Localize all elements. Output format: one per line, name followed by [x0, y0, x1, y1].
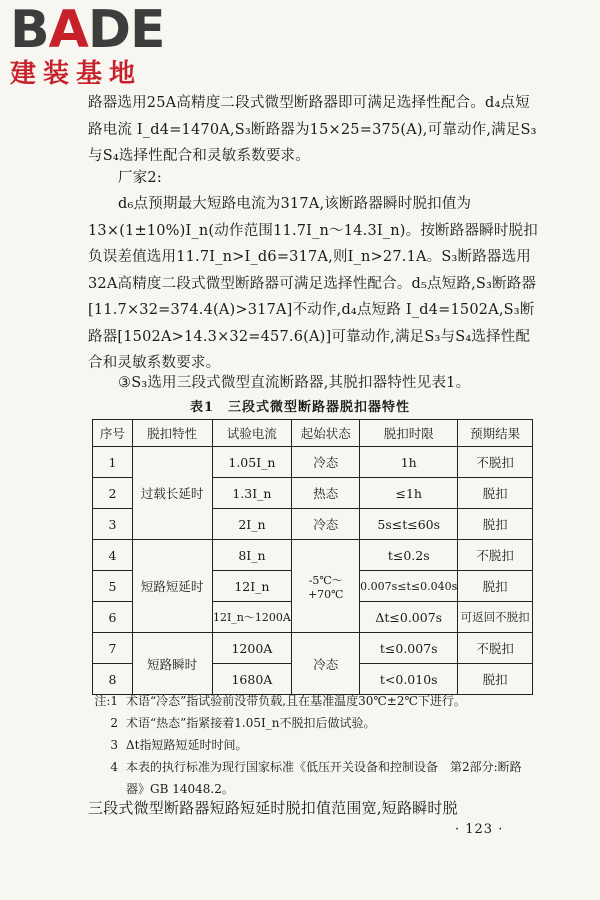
cell-time: 5s≤t≤60s	[360, 509, 458, 540]
cell-current: 1.05I_n	[212, 447, 292, 478]
note-item	[88, 734, 538, 756]
cell-no: 2	[93, 478, 133, 509]
table-row	[93, 540, 533, 571]
cell-result: 不脱扣	[458, 633, 533, 664]
table-caption: 表1 三段式微型断路器脱扣器特性	[189, 400, 411, 415]
note-label: 2	[110, 716, 118, 730]
cell-time: t≤0.2s	[360, 540, 458, 571]
logo-subtitle: 建装基地	[10, 59, 143, 89]
cell-current: 2I_n	[212, 509, 292, 540]
cell-no: 6	[93, 602, 133, 633]
cell-no: 8	[93, 664, 133, 695]
header-expected-result: 预期结果	[458, 420, 533, 447]
table-notes	[88, 690, 538, 800]
cell-state: 冷态	[292, 447, 360, 478]
trip-characteristics-table	[92, 419, 533, 695]
cell-group: 短路瞬时	[132, 633, 212, 695]
cell-time: t<0.010s	[360, 664, 458, 695]
cell-result: 脱扣	[458, 509, 533, 540]
note-item	[88, 712, 538, 734]
note-label: 4	[110, 760, 118, 774]
note-label: 3	[110, 738, 118, 752]
cell-no: 7	[93, 633, 133, 664]
cell-current: 1680A	[212, 664, 292, 695]
cell-state: -5℃～+70℃	[292, 540, 360, 633]
logo-wordmark: BADE	[10, 0, 165, 60]
paragraph-vendor-2: 厂家2:	[118, 170, 162, 186]
note-text: 术语“热态”指紧接着1.05I_n不脱扣后做试验。	[126, 716, 376, 730]
note-label: 注:1	[94, 694, 118, 708]
paragraph-1: 路器选用25A高精度二段式微型断路器即可满足选择性配合。d₄点短路电流 I_d4=1470A,S₃断路器为15×25=375(A),可靠动作,满足S₃与S₄选择性配合和灵敏系数要求。	[88, 95, 537, 164]
cell-result: 脱扣	[458, 571, 533, 602]
header-characteristic: 脱扣特性	[132, 420, 212, 447]
cell-current: 1200A	[212, 633, 292, 664]
cell-time: ≤1h	[360, 478, 458, 509]
cell-result: 脱扣	[458, 478, 533, 509]
header-initial-state: 起始状态	[292, 420, 360, 447]
table-header-row	[93, 420, 533, 447]
cell-result: 脱扣	[458, 664, 533, 695]
cell-current: 8I_n	[212, 540, 292, 571]
note-text: 术语“冷态”指试验前没带负载,且在基准温度30℃±2℃下进行。	[126, 694, 466, 708]
header-test-current: 试验电流	[212, 420, 292, 447]
cell-state: 热态	[292, 478, 360, 509]
cell-current: 12I_n～1200A	[212, 602, 292, 633]
cell-no: 4	[93, 540, 133, 571]
paragraph-3: d₆点预期最大短路电流为317A,该断路器瞬时脱扣值为13×(1±10%)I_n(动作范围11.7I_n～14.3I_n)。按断路器瞬时脱扣负误差值选用11.7I_n>I_d6=317A,则I_n>27.1A。S₃断路器选用32A高精度二段式微型断路器可满足选择性配合。d₅点短路,S₃断路器[11.7×32=374.4(A)>317A]不动作,d₄点短路 I_d4=1502A,S₃断路器[1502A>14.3×32=457.6(A)]可靠动作,满足S₃与S₄选择性配合和灵敏系数要求。	[88, 196, 538, 371]
header-trip-time: 脱扣时限	[360, 420, 458, 447]
note-text: 本表的执行标准为现行国家标准《低压开关设备和控制设备 第2部分:断路器》GB 14048.2。	[126, 760, 522, 796]
cell-state: 冷态	[292, 633, 360, 695]
cell-no: 5	[93, 571, 133, 602]
note-item	[88, 690, 538, 712]
paragraph-4: ③S₃选用三段式微型直流断路器,其脱扣器特性见表1。	[118, 375, 471, 391]
cell-current: 1.3I_n	[212, 478, 292, 509]
cell-no: 3	[93, 509, 133, 540]
cell-group: 过载长延时	[132, 447, 212, 540]
cell-result: 不脱扣	[458, 447, 533, 478]
cell-result: 不脱扣	[458, 540, 533, 571]
table-row	[93, 633, 533, 664]
note-text: Δt指短路短延时时间。	[126, 738, 248, 752]
page-number: · 123 ·	[455, 822, 504, 837]
cell-result: 可返回不脱扣	[458, 602, 533, 633]
cell-time: t≤0.007s	[360, 633, 458, 664]
cell-time: Δt≤0.007s	[360, 602, 458, 633]
cell-state: 冷态	[292, 509, 360, 540]
header-no: 序号	[93, 420, 133, 447]
logo	[8, 2, 183, 92]
cell-current: 12I_n	[212, 571, 292, 602]
note-item	[88, 756, 538, 800]
paragraph-5: 三段式微型断路器短路短延时脱扣值范围宽,短路瞬时脱	[88, 799, 458, 817]
cell-time: 1h	[360, 447, 458, 478]
table-row	[93, 447, 533, 478]
cell-no: 1	[93, 447, 133, 478]
cell-group: 短路短延时	[132, 540, 212, 633]
cell-time: 0.007s≤t≤0.040s	[360, 571, 458, 602]
